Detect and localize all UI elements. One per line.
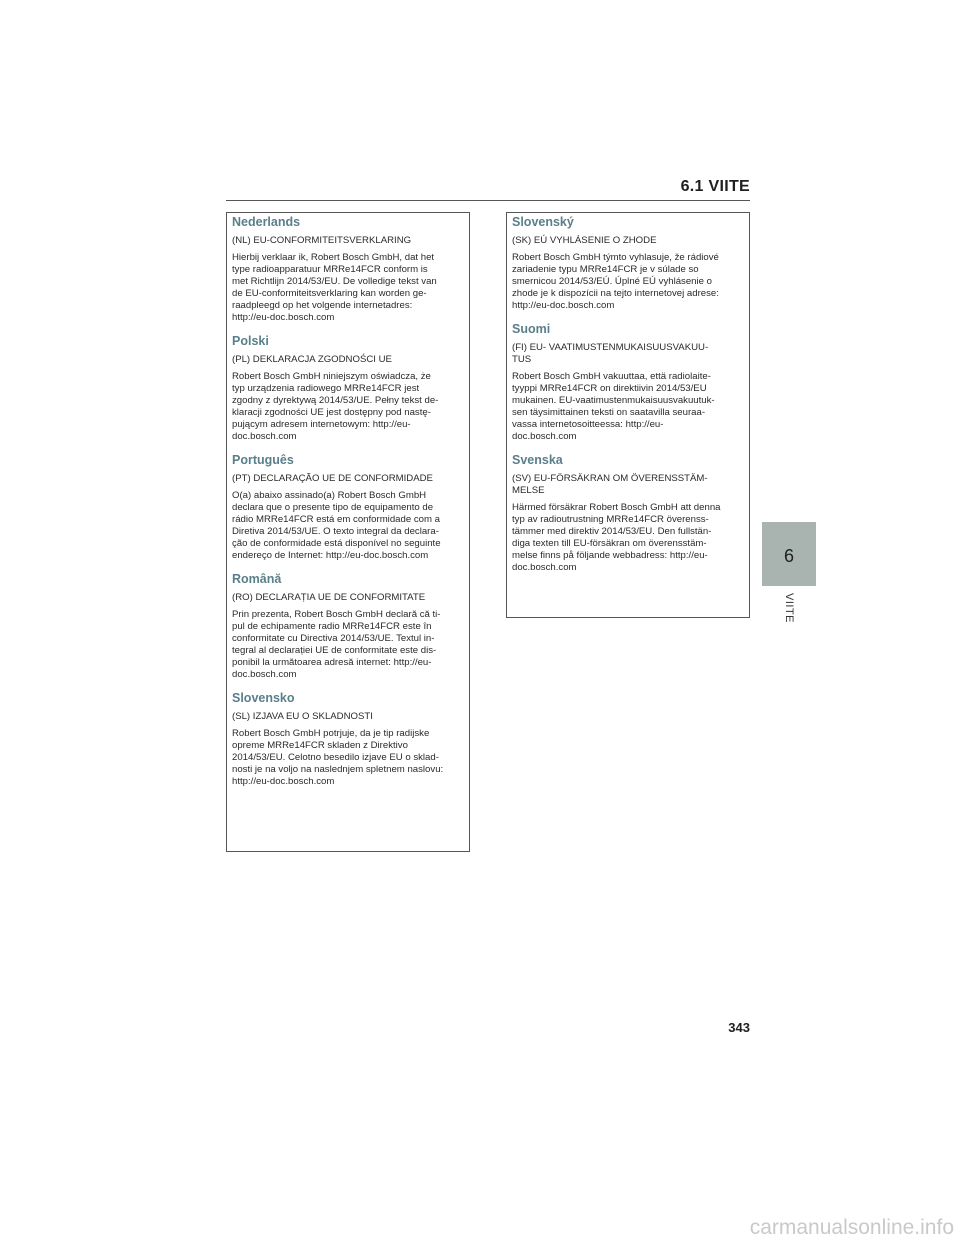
- body-line: tyyppi MRRe14FCR on direktiivin 2014/53/EU: [512, 383, 707, 394]
- body-line: sen täysimittainen teksti on saatavilla seuraa-: [512, 407, 706, 418]
- body-line: ção de conformidade está disponível no seguinte: [232, 538, 441, 549]
- chapter-tab: [762, 522, 816, 586]
- declaration-body: [232, 371, 464, 443]
- section-gap: [512, 443, 744, 453]
- language-heading: Slovenský: [512, 215, 574, 229]
- body-line: rádio MRRe14FCR está em conformidade com a: [232, 514, 440, 525]
- body-line: smernicou 2014/53/EÚ. Úplné EÚ vyhlásenie o: [512, 276, 712, 287]
- section-gap: [232, 324, 464, 334]
- body-line: klaracji zgodności UE jest dostępny pod nastę-: [232, 407, 431, 418]
- body-line: vassa internetosoitteessa: http://eu-: [512, 419, 664, 430]
- body-line: melse finns på följande webbadress: http://eu-: [512, 550, 708, 561]
- body-line: http://eu-doc.bosch.com: [232, 776, 335, 787]
- page-number: 343: [728, 1020, 750, 1035]
- section-gap: [512, 312, 744, 322]
- chapter-label: VIITE: [783, 592, 795, 624]
- section-gap: [232, 443, 464, 453]
- body-line: type radioapparatuur MRRe14FCR conform is: [232, 264, 428, 275]
- body-line: raadpleegd op het volgende internetadres:: [232, 300, 413, 311]
- declaration-title: (PL) DEKLARACJA ZGODNOŚCI UE: [232, 354, 392, 365]
- language-section: [512, 453, 744, 574]
- language-section: [232, 334, 464, 443]
- declaration-body: [232, 252, 464, 324]
- declaration-title: (FI) EU- VAATIMUSTENMUKAISUUSVAKUU- TUS: [512, 342, 709, 365]
- right-column-box: [506, 212, 750, 618]
- declaration-title: (SK) EÚ VYHLÁSENIE O ZHODE: [512, 235, 657, 246]
- body-line: Prin prezenta, Robert Bosch GmbH declară că ti-: [232, 609, 441, 620]
- body-line: pul de echipamente radio MRRe14FCR este în: [232, 621, 432, 632]
- section-title: 6.1 VIITE: [680, 178, 750, 195]
- language-heading: Suomi: [512, 322, 551, 336]
- body-line: zariadenie typu MRRe14FCR je v súlade so: [512, 264, 699, 275]
- body-line: tämmer med direktiv 2014/53/EU. Den fullstän-: [512, 526, 712, 537]
- body-line: ponibil la următoarea adresă internet: http://eu-: [232, 657, 432, 668]
- body-line: met Richtlijn 2014/53/EU. De volledige tekst van: [232, 276, 437, 287]
- header-divider: [226, 200, 750, 201]
- body-line: doc.bosch.com: [232, 431, 297, 442]
- declaration-title: (PT) DECLARAÇÃO UE DE CONFORMIDADE: [232, 473, 433, 484]
- body-line: http://eu-doc.bosch.com: [232, 312, 335, 323]
- declaration-body: [232, 609, 464, 681]
- language-section: [512, 215, 744, 312]
- page-header: [226, 178, 750, 204]
- left-sections: [232, 215, 464, 788]
- language-section: [512, 322, 744, 443]
- left-column-box: [226, 212, 470, 852]
- body-line: opreme MRRe14FCR skladen z Direktivo: [232, 740, 408, 751]
- body-line: typ urządzenia radiowego MRRe14FCR jest: [232, 383, 420, 394]
- body-line: Robert Bosch GmbH potrjuje, da je tip radijske: [232, 728, 430, 739]
- right-sections: [512, 215, 744, 574]
- body-line: diga texten till EU-försäkran om överensstäm-: [512, 538, 707, 549]
- body-line: Robert Bosch GmbH vakuuttaa, että radiolaite-: [512, 371, 711, 382]
- section-gap: [232, 681, 464, 691]
- language-heading: Română: [232, 572, 282, 586]
- body-line: de EU-conformiteitsverklaring kan worden ge-: [232, 288, 427, 299]
- declaration-body: [512, 502, 744, 574]
- body-line: O(a) abaixo assinado(a) Robert Bosch GmbH: [232, 490, 427, 501]
- chapter-label-box: [762, 588, 816, 628]
- body-line: Robert Bosch GmbH týmto vyhlasuje, že rádiové: [512, 252, 719, 263]
- declaration-body: [512, 252, 744, 312]
- watermark: carmanualsonline.info: [749, 1216, 954, 1239]
- body-line: tegral al declarației UE de conformitate este dis-: [232, 645, 437, 656]
- language-section: [232, 215, 464, 324]
- body-line: Diretiva 2014/53/UE. O texto integral da declara-: [232, 526, 439, 537]
- body-line: nosti je na voljo na naslednjem spletnem naslovu:: [232, 764, 444, 775]
- body-line: conformitate cu Directiva 2014/53/UE. Textul in-: [232, 633, 435, 644]
- body-line: doc.bosch.com: [232, 669, 297, 680]
- body-line: zgodny z dyrektywą 2014/53/UE. Pełny tekst de-: [232, 395, 439, 406]
- body-line: pującym adresem internetowym: http://eu-: [232, 419, 411, 430]
- language-heading: Nederlands: [232, 215, 301, 229]
- chapter-number: 6: [783, 546, 794, 566]
- section-gap: [232, 562, 464, 572]
- body-line: Härmed försäkrar Robert Bosch GmbH att denna: [512, 502, 721, 513]
- declaration-title: (RO) DECLARAȚIA UE DE CONFORMITATE: [232, 592, 426, 603]
- language-section: [232, 572, 464, 681]
- declaration-body: [232, 490, 464, 562]
- body-line: endereço de Internet: http://eu-doc.bosch.com: [232, 550, 429, 561]
- body-line: Robert Bosch GmbH niniejszym oświadcza, że: [232, 371, 431, 382]
- declaration-title: (NL) EU-CONFORMITEITSVERKLARING: [232, 235, 412, 246]
- language-heading: Slovensko: [232, 691, 295, 705]
- language-heading: Polski: [232, 334, 269, 348]
- body-line: doc.bosch.com: [512, 431, 577, 442]
- language-section: [232, 691, 464, 788]
- declaration-title: (SV) EU-FÖRSÄKRAN OM ÖVERENSSTÄM- MELSE: [512, 473, 708, 496]
- language-section: [232, 453, 464, 562]
- language-heading: Svenska: [512, 453, 563, 467]
- body-line: doc.bosch.com: [512, 562, 577, 573]
- language-heading: Português: [232, 453, 294, 467]
- declaration-body: [232, 728, 464, 788]
- declaration-body: [512, 371, 744, 443]
- body-line: http://eu-doc.bosch.com: [512, 300, 615, 311]
- body-line: mukainen. EU-vaatimustenmukaisuusvakuutuk-: [512, 395, 715, 406]
- body-line: declara que o presente tipo de equipamento de: [232, 502, 434, 513]
- body-line: zhode je k dispozícii na tejto internetovej adrese:: [512, 288, 719, 299]
- body-line: 2014/53/EU. Celotno besedilo izjave EU o sklad-: [232, 752, 439, 763]
- body-line: Hierbij verklaar ik, Robert Bosch GmbH, dat het: [232, 252, 435, 263]
- declaration-title: (SL) IZJAVA EU O SKLADNOSTI: [232, 711, 373, 722]
- body-line: typ av radioutrustning MRRe14FCR överenss-: [512, 514, 709, 525]
